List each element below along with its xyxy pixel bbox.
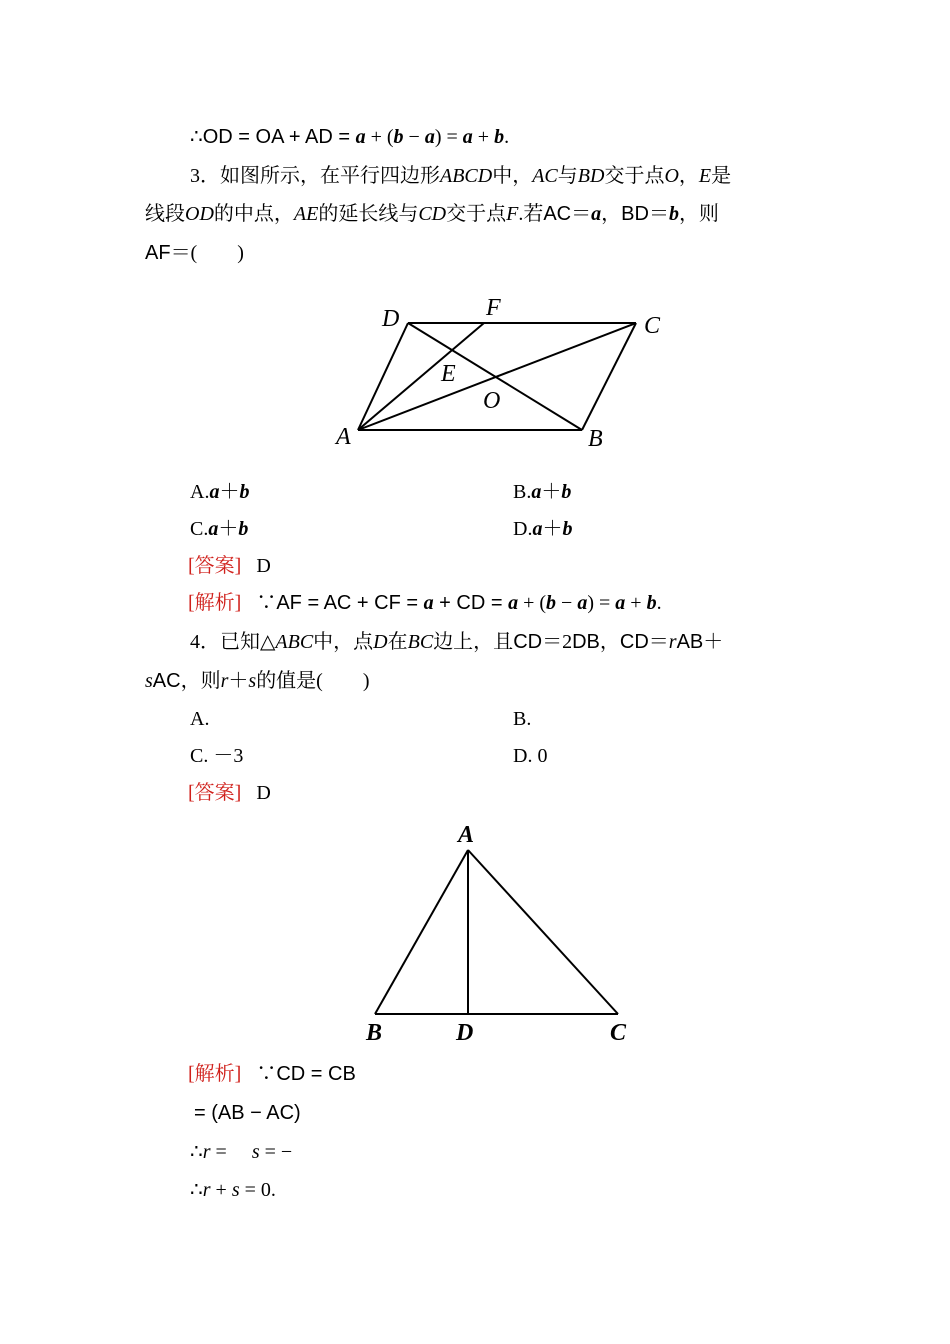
operator: ＋ [542, 518, 563, 540]
option-value: －3 [213, 745, 244, 767]
q4-stem-line-2 [145, 667, 370, 695]
label-B: B [366, 1020, 383, 1046]
var: r [202, 1179, 211, 1201]
var: AE [293, 203, 319, 225]
vector-label: AF [145, 242, 171, 264]
text: 中， [492, 165, 533, 187]
label-C: C [644, 313, 661, 339]
vector-b: b [668, 203, 679, 225]
text: 中，点 [313, 631, 374, 653]
text: ，则 [180, 670, 221, 692]
var: r [202, 1141, 211, 1163]
text: 线段 [145, 203, 185, 225]
text: + CD = [433, 592, 509, 614]
var: D [373, 631, 388, 653]
text: 4．已知△ [190, 631, 276, 653]
answer-value: D [256, 782, 271, 804]
var: CD [418, 203, 447, 225]
operator: ＋ [219, 481, 240, 503]
q3-option-b[interactable] [513, 478, 571, 506]
text: = − [259, 1141, 293, 1163]
step-text: ) = [434, 126, 463, 148]
label-D: D [456, 1020, 474, 1046]
vector-b: b [238, 518, 249, 540]
step-text: OD = OA + AD = [202, 126, 356, 148]
answer-tag: [答案] [188, 555, 242, 577]
text: 在 [387, 631, 408, 653]
therefore-symbol: ∴ [190, 126, 203, 148]
label-D: D [382, 306, 400, 332]
vector-a: a [508, 592, 519, 614]
text: ＝2 [542, 631, 573, 653]
text: 的值是( ) [256, 670, 370, 692]
text: 交于点 [604, 165, 665, 187]
operator: ＋ [218, 518, 239, 540]
vector-b: b [239, 481, 250, 503]
var: s [248, 670, 257, 692]
label-E: E [441, 361, 456, 387]
text: = 0. [239, 1179, 276, 1201]
q3-stem-line-1 [190, 162, 731, 190]
triangle-figure [360, 818, 650, 1048]
text: 边上，且 [433, 631, 514, 653]
step-text: − [403, 126, 425, 148]
option-key: D. [513, 745, 533, 767]
text: ＝ [648, 203, 669, 225]
vector-a: a [577, 592, 588, 614]
answer-value: D [256, 555, 271, 577]
option-key: A. [190, 481, 210, 503]
therefore-symbol: ∴ [190, 1141, 203, 1163]
text: ， [678, 165, 699, 187]
vector-b: b [561, 481, 572, 503]
parallelogram-figure [330, 288, 680, 458]
text: ，则 [678, 203, 719, 225]
vector-a: a [208, 518, 219, 540]
text: CD = CB [276, 1063, 356, 1085]
vector-label: BD [621, 203, 649, 225]
var: O [664, 165, 679, 187]
var: E [698, 165, 712, 187]
text: ， [599, 631, 620, 653]
text: ＋ [228, 670, 249, 692]
vector-b: b [546, 592, 557, 614]
vector-b: b [494, 126, 505, 148]
vector-label: AC [543, 203, 572, 225]
text: 与 [557, 165, 578, 187]
var: r [220, 670, 229, 692]
q4-analysis-line-4 [190, 1176, 276, 1204]
operator: ＋ [541, 481, 562, 503]
vector-a: a [591, 203, 602, 225]
because-symbol: ∵ [256, 1063, 277, 1085]
option-key: C. [190, 745, 209, 767]
q3-option-c[interactable] [190, 515, 248, 543]
step-text: + ( [365, 126, 394, 148]
q4-analysis-line-2 [194, 1099, 301, 1127]
text: 的延长线与 [318, 203, 419, 225]
label-A: A [458, 822, 475, 848]
vector-a: a [423, 592, 434, 614]
vector-b: b [562, 518, 573, 540]
vector-a: a [355, 126, 366, 148]
q3-analysis [188, 589, 662, 617]
text: AF = AC + CF = [276, 592, 424, 614]
var: BC [407, 631, 434, 653]
label-O: O [483, 388, 501, 414]
text: ＝ [571, 203, 592, 225]
answer-tag: [答案] [188, 782, 242, 804]
text: 是 [711, 165, 732, 187]
segment-AC [468, 850, 618, 1014]
text: 的中点， [213, 203, 294, 225]
text: + [625, 592, 647, 614]
analysis-tag: [解析] [188, 1063, 242, 1085]
text: ＝( ) [170, 242, 244, 264]
text: 交于点 [446, 203, 507, 225]
q4-option-b[interactable] [513, 705, 531, 733]
q4-answer [188, 779, 271, 807]
step-text: + [472, 126, 495, 148]
var: s [251, 1141, 260, 1163]
vector-label: CD [513, 631, 543, 653]
vector-a: a [424, 126, 435, 148]
segment-AF [358, 323, 484, 430]
text: + ( [518, 592, 547, 614]
var: s [231, 1179, 240, 1201]
label-A: A [336, 424, 351, 450]
q4-option-d[interactable] [513, 742, 547, 770]
q3-option-d[interactable] [513, 515, 572, 543]
q3-answer [188, 552, 271, 580]
text: + [210, 1179, 232, 1201]
text: .若 [518, 203, 544, 225]
vector-b: b [393, 126, 404, 148]
text: = (AB − AC) [194, 1102, 301, 1124]
q4-analysis-line-1 [188, 1060, 356, 1088]
text: ＋ [703, 631, 724, 653]
var: BD [577, 165, 605, 187]
var: ABC [275, 631, 314, 653]
var: ABCD [440, 165, 493, 187]
because-symbol: ∵ [256, 592, 277, 614]
text: = [210, 1141, 232, 1163]
vector-a: a [531, 481, 542, 503]
q4-stem-line-1 [190, 628, 723, 656]
text: . [656, 592, 662, 614]
q3-stem-line-3 [145, 239, 244, 267]
text: ) = [587, 592, 616, 614]
label-C: C [610, 1020, 627, 1046]
vector-label: CD [619, 631, 649, 653]
vector-a: a [462, 126, 473, 148]
text: ， [601, 203, 622, 225]
vector-a: a [532, 518, 543, 540]
option-value: 0 [537, 745, 548, 767]
q3-option-a[interactable] [190, 478, 249, 506]
vector-a: a [615, 592, 626, 614]
var: r [668, 631, 677, 653]
vector-label: AC [152, 670, 181, 692]
segment-BC [582, 323, 636, 430]
var: F [506, 203, 519, 225]
var: s [145, 670, 153, 692]
q4-analysis-line-3 [190, 1138, 292, 1166]
vector-label: DB [572, 631, 600, 653]
analysis-tag: [解析] [188, 592, 242, 614]
vector-b: b [646, 592, 657, 614]
vector-label: AB [676, 631, 704, 653]
var: OD [185, 203, 214, 225]
segment-AB [375, 850, 468, 1014]
label-F: F [486, 295, 501, 321]
text: 3．如图所示，在平行四边形 [190, 165, 440, 187]
var: AC [532, 165, 558, 187]
proof-step [190, 123, 509, 151]
text: ＝ [648, 631, 669, 653]
step-text: . [504, 126, 510, 148]
therefore-symbol: ∴ [190, 1179, 203, 1201]
option-key: D. [513, 518, 533, 540]
q4-option-a[interactable] [190, 705, 209, 733]
option-key: A. [190, 708, 210, 730]
text: − [556, 592, 578, 614]
q4-option-c[interactable] [190, 742, 243, 770]
option-key: B. [513, 481, 532, 503]
label-B: B [588, 426, 603, 452]
q3-stem-line-2 [145, 200, 719, 228]
vector-a: a [209, 481, 220, 503]
option-key: B. [513, 708, 532, 730]
option-key: C. [190, 518, 209, 540]
